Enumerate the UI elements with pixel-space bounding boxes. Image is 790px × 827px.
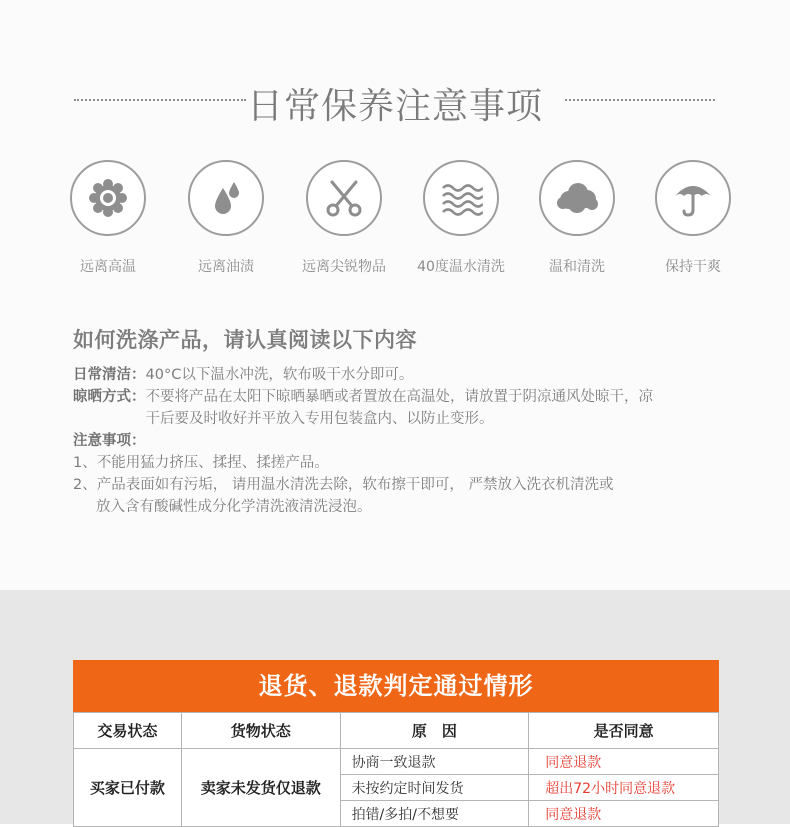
agree-cell: 超出72小时同意退款 [529,775,719,801]
daily-clean-text: 40°C以下温水冲洗，软布吸干水分即可。 [145,367,414,383]
trade-status-cell: 买家已付款 [74,749,182,827]
reason-cell: 未按约定时间发货 [340,775,529,801]
table-header-row [74,713,719,749]
wash-instructions-title: 如何洗涤产品，请认真阅读以下内容 [73,328,417,352]
reason-cell: 协商一致退款 [340,749,529,775]
table-row [74,749,719,775]
wash-instructions [73,364,733,518]
reason-cell: 拍错/多拍/不想要 [340,801,529,827]
refund-table-title: 退货、退款判定通过情形 [73,660,719,712]
care-label: 远离尖锐物品 [302,259,386,275]
agree-cell: 同意退款 [529,749,719,775]
scissors-icon [306,160,382,236]
care-item-heat [43,160,173,276]
drying-label: 晾晒方式： [73,389,146,405]
cloud-icon [539,160,615,236]
umbrella-icon [655,160,731,236]
oil-drop-icon [188,160,264,236]
col-header-agree: 是否同意 [529,713,719,749]
water-wave-icon [423,160,499,236]
care-item-gentle [512,160,642,276]
note-2-cont: 放入含有酸碱性成分化学清洗液清洗浸泡。 [96,499,372,515]
sun-icon [70,160,146,236]
daily-clean-row [73,364,733,386]
col-header-goods-status: 货物状态 [181,713,340,749]
goods-status-cell: 卖家未发货仅退款 [181,749,340,827]
refund-table-card [73,660,719,827]
drying-text-line1: 不要将产品在太阳下晾晒暴晒或者置放在高温处，请放置于阴凉通风处晾干，凉 [145,389,653,405]
col-header-trade-status: 交易状态 [74,713,182,749]
agree-cell: 同意退款 [529,801,719,827]
care-label: 温和清洗 [549,259,605,275]
note-1: 1、不能用猛力挤压、揉捏、揉搓产品。 [73,455,329,471]
daily-clean-label: 日常清洁： [73,367,146,383]
care-item-dry [628,160,758,276]
care-label: 保持干爽 [665,259,721,275]
col-header-reason: 原 因 [340,713,529,749]
title-divider-right [565,99,715,101]
note-2: 2、产品表面如有污垢， 请用温水清洗去除，软布擦干即可， 严禁放入洗衣机清洗或 [73,477,614,493]
care-item-wash40 [396,160,526,276]
care-item-oil [161,160,291,276]
care-label: 40度温水清洗 [417,259,505,275]
care-label: 远离高温 [80,259,136,275]
care-item-sharp [279,160,409,276]
refund-table [73,712,719,827]
care-label: 远离油渍 [198,259,254,275]
drying-text-line2: 干后要及时收好并平放入专用包装盒内、以防止变形。 [145,411,494,427]
page-title: 日常保养注意事项 [246,86,543,127]
drying-row [73,386,733,430]
notes-label: 注意事项： [73,433,146,449]
